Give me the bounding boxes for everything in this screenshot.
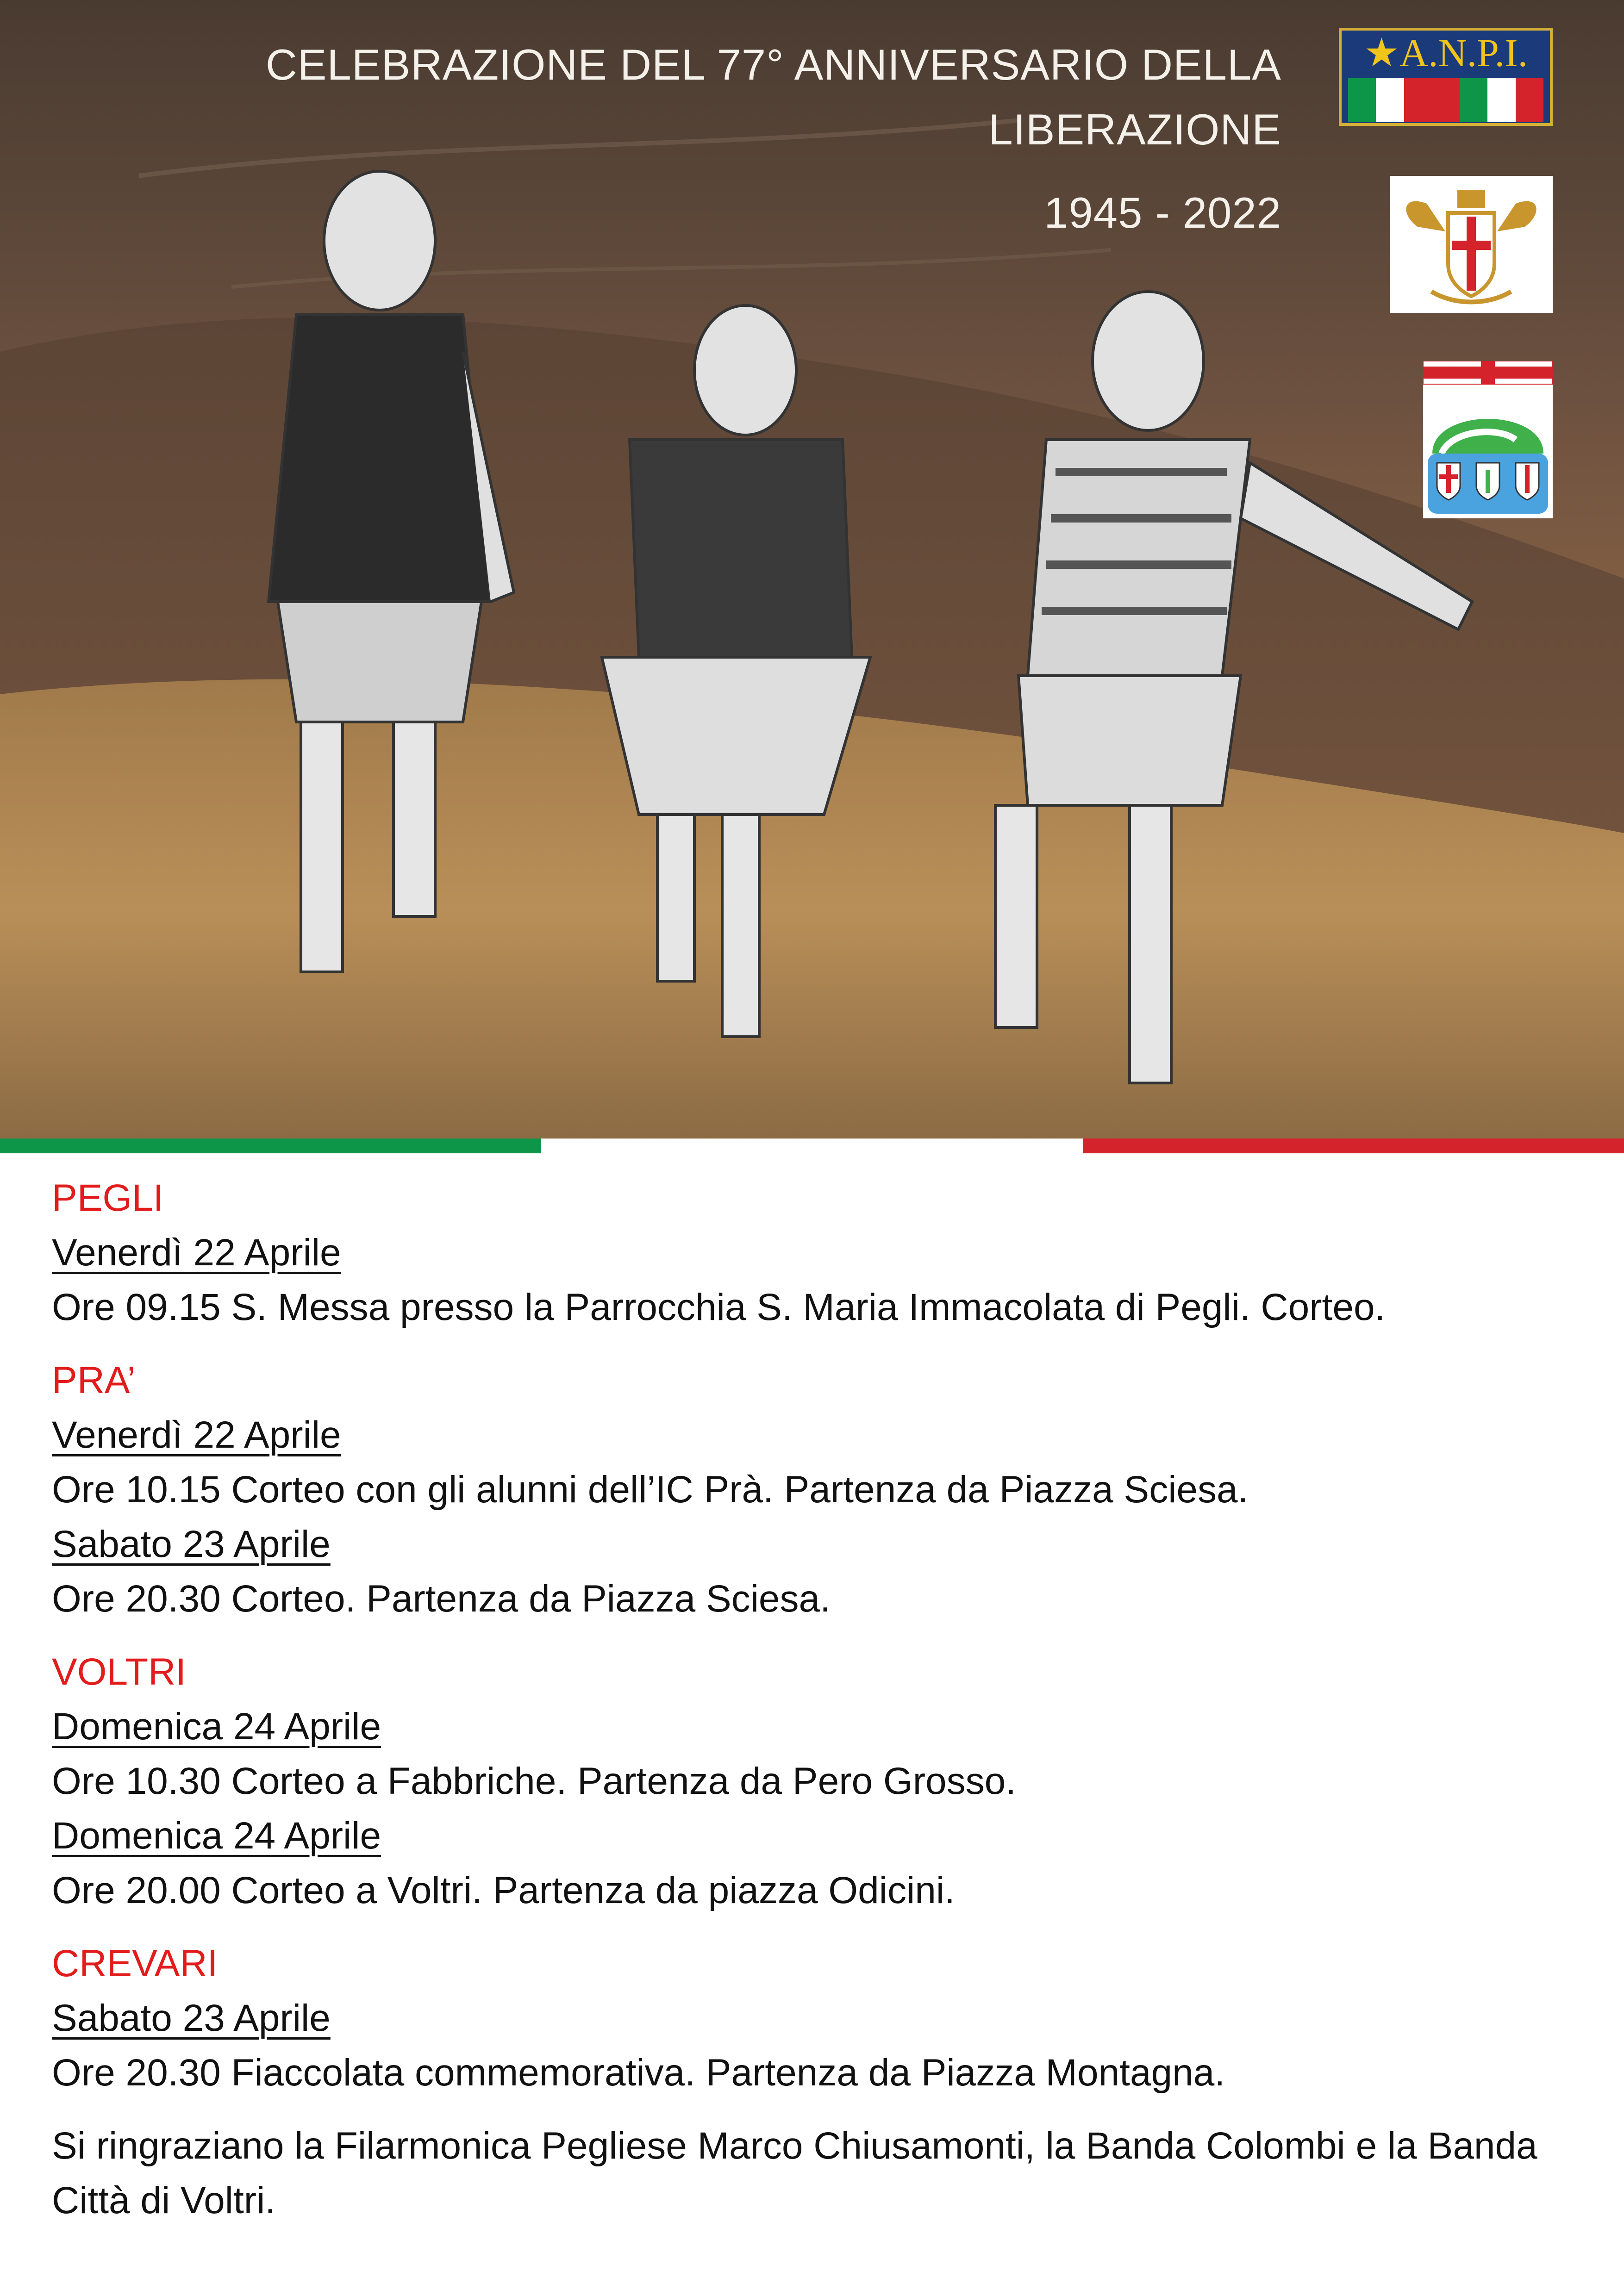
event-text: Ore 10.15 Corteo con gli alunni dell’IC Prà. Partenza da Piazza Sciesa. — [52, 1468, 1249, 1511]
acknowledgements: Si ringraziano la Filarmonica Pegliese Marco Chiusamonti, la Banda Colombi e la Banda Città di Voltri. — [52, 2125, 1537, 2221]
place-name: CREVARI — [52, 1942, 218, 1985]
flag-white-band — [541, 1139, 1082, 1153]
event-day: Domenica 24 Aprile — [52, 1705, 381, 1748]
flag-green-band — [0, 1139, 541, 1153]
event-title — [266, 32, 1281, 245]
event-day: Sabato 23 Aprile — [52, 1523, 331, 1565]
title-line-1: CELEBRAZIONE DEL 77° ANNIVERSARIO DELLA — [265, 40, 1281, 89]
event-day: Venerdì 22 Aprile — [52, 1414, 341, 1456]
event-text: Ore 09.15 S. Messa presso la Parrocchia S. Maria Immacolata di Pegli. Corteo. — [52, 1286, 1386, 1328]
event-text: Ore 10.30 Corteo a Fabbriche. Partenza da Pero Grosso. — [52, 1760, 1016, 1802]
section-voltri — [52, 1645, 1570, 1918]
event-text: Ore 20.30 Fiaccolata commemorativa. Partenza da Piazza Montagna. — [52, 2052, 1225, 2094]
place-name: PRA’ — [52, 1359, 136, 1401]
event-day: Sabato 23 Aprile — [52, 1997, 331, 2039]
anpi-logo — [1339, 28, 1553, 126]
hero-photo — [0, 0, 1624, 1139]
star-icon: ★ — [1363, 31, 1399, 75]
genova-coat-of-arms-icon — [1390, 176, 1553, 313]
section-pegli — [52, 1171, 1570, 1335]
event-schedule — [52, 1171, 1570, 2228]
event-day: Venerdì 22 Aprile — [52, 1232, 341, 1274]
municipio-ponente-logo — [1423, 361, 1553, 518]
event-day: Domenica 24 Aprile — [52, 1815, 381, 1857]
place-name: PEGLI — [52, 1177, 164, 1219]
event-text: Ore 20.00 Corteo a Voltri. Partenza da piazza Odicini. — [52, 1869, 955, 1911]
section-pra — [52, 1353, 1570, 1626]
place-name: VOLTRI — [52, 1651, 187, 1693]
flag-red-band — [1083, 1139, 1624, 1153]
anpi-logo-text: A.N.P.I. — [1399, 31, 1528, 75]
title-years: 1945 - 2022 — [1044, 188, 1281, 237]
title-line-2: LIBERAZIONE — [988, 105, 1281, 154]
section-crevari — [52, 1936, 1570, 2100]
event-text: Ore 20.30 Corteo. Partenza da Piazza Sciesa. — [52, 1578, 831, 1620]
italian-flag-stripe — [0, 1139, 1624, 1153]
